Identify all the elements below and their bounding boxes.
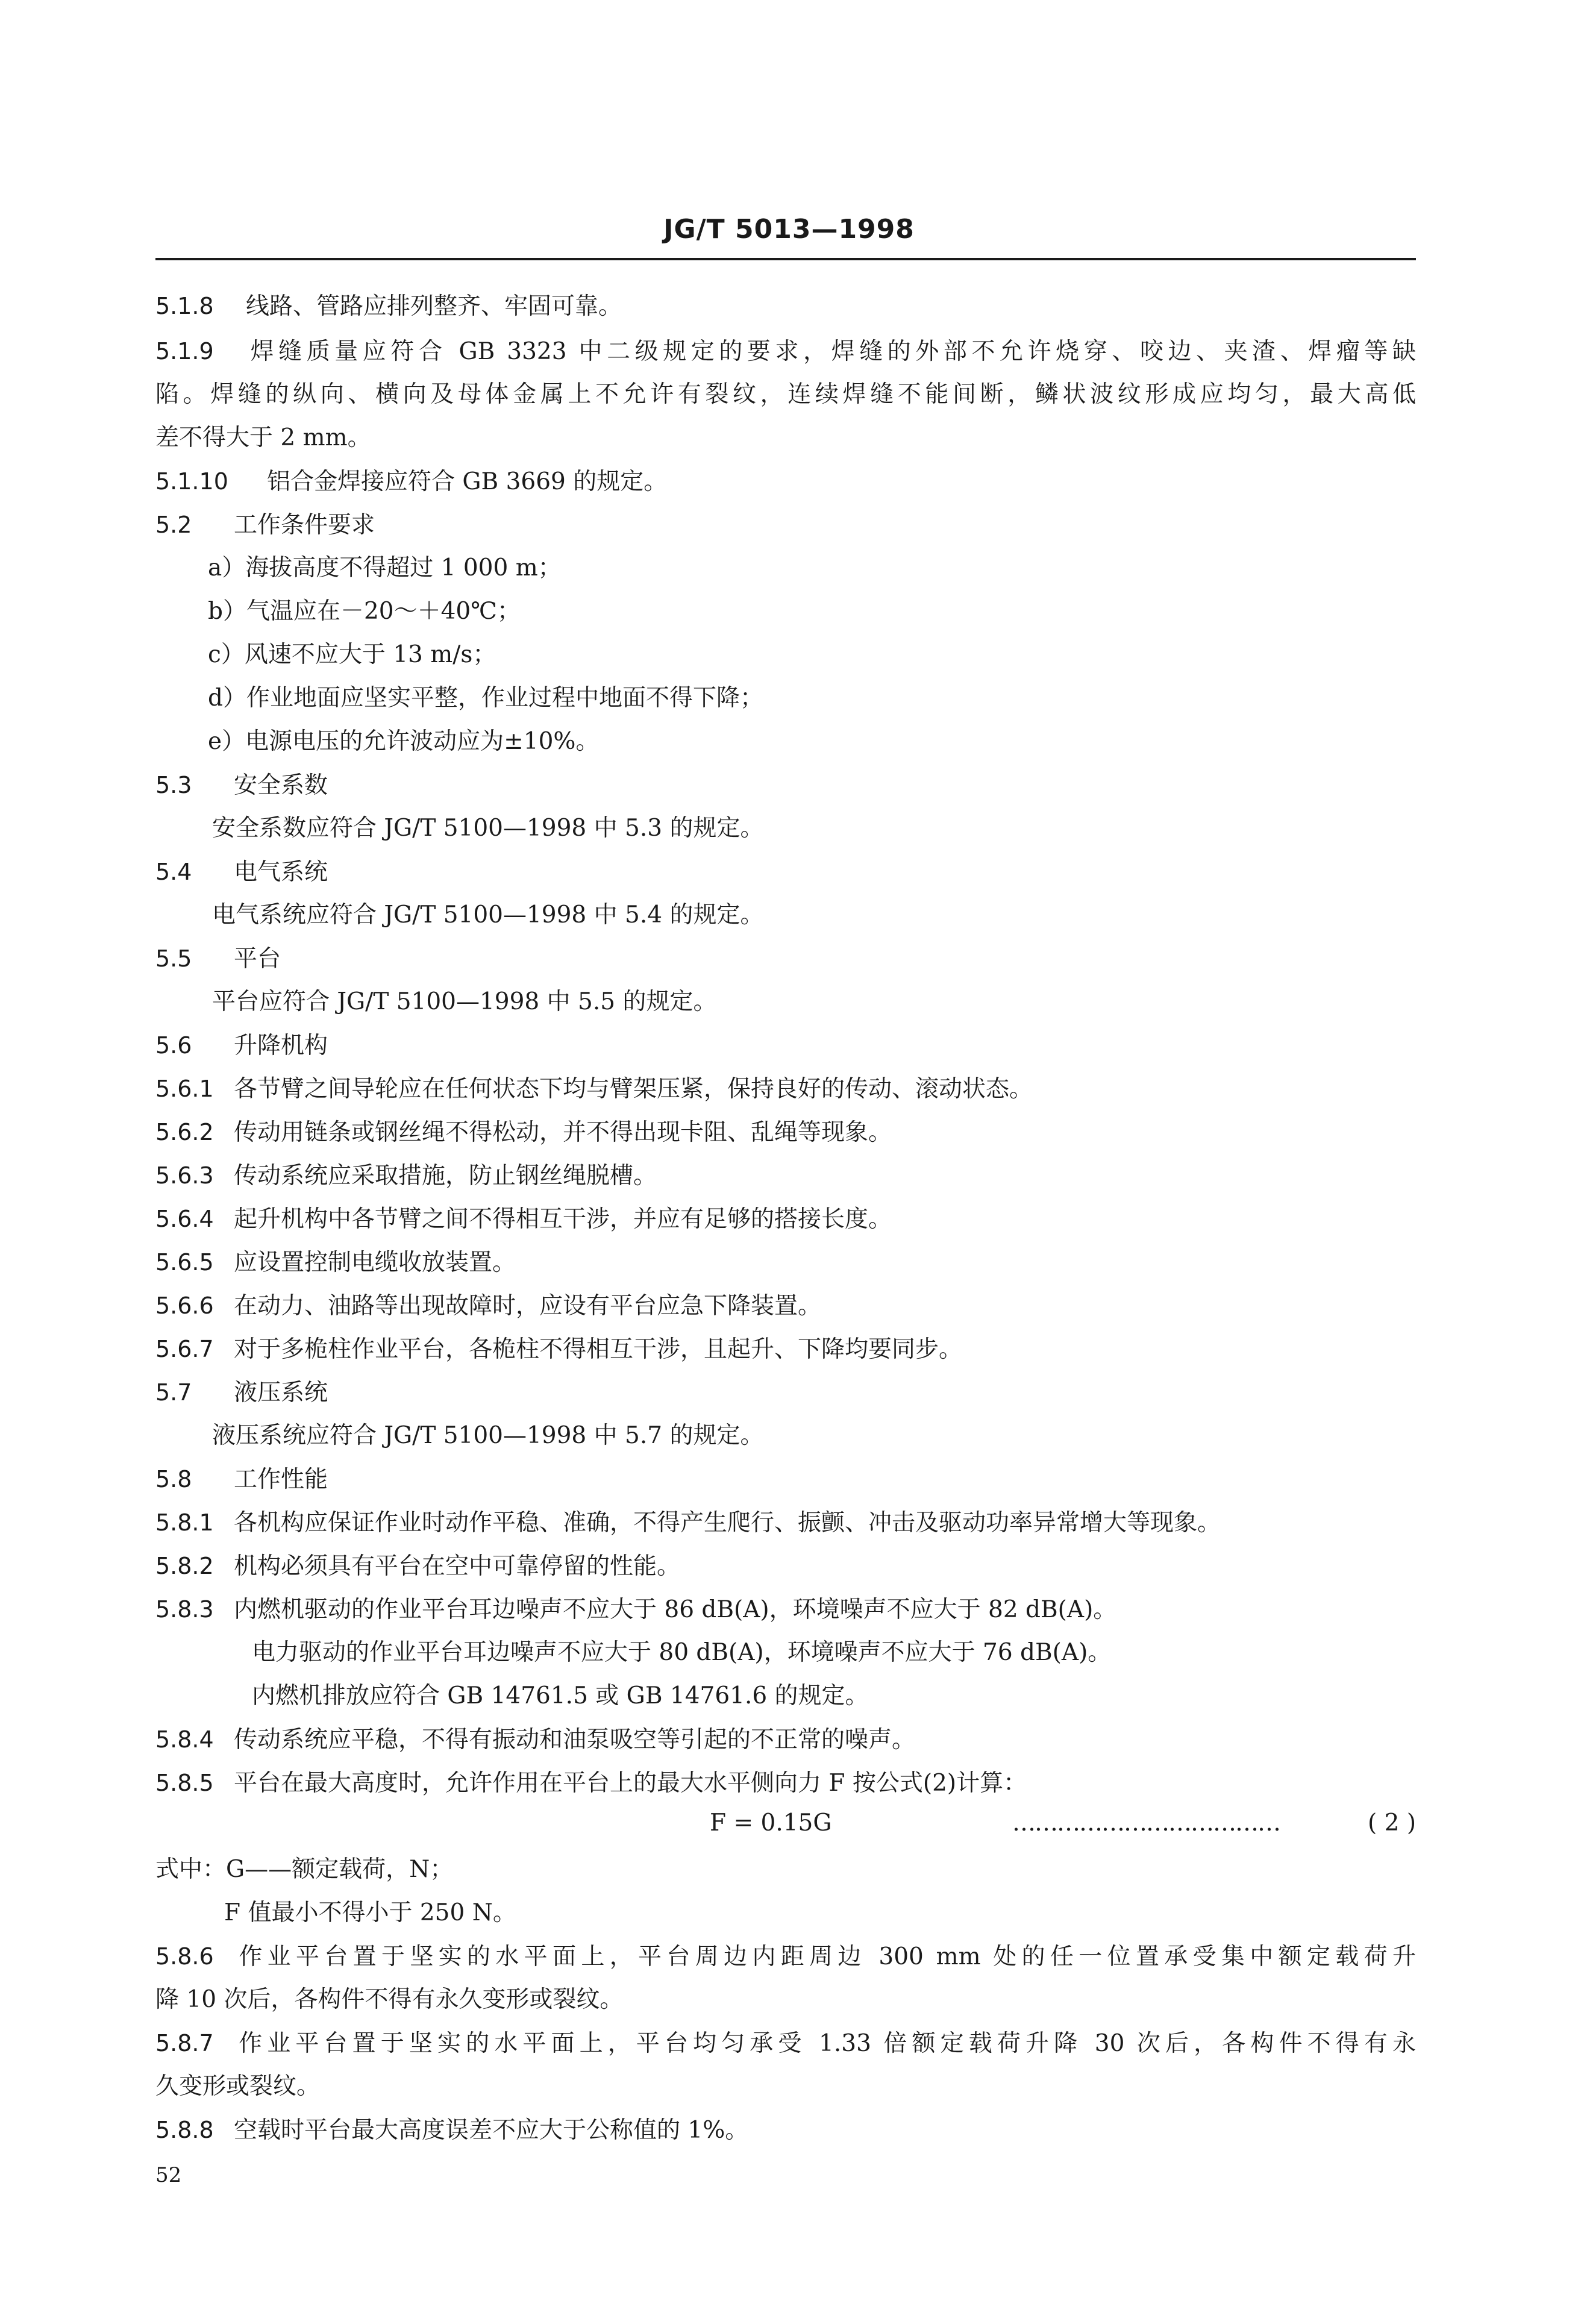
formula-label: ( 2 ) bbox=[1368, 1809, 1417, 1837]
clause-5-8-6-cont: 降 10 次后，各构件不得有永久变形或裂纹。 bbox=[155, 1986, 624, 2013]
clause-5-8-2: 5.8.2 机构必须具有平台在空中可靠停留的性能。 bbox=[155, 1553, 681, 1580]
clause-5-8-5: 5.8.5 平台在最大高度时，允许作用在平台上的最大水平侧向力 F 按公式(2)计算： bbox=[155, 1770, 1027, 1797]
clause-5-8-7-cont: 久变形或裂纹。 bbox=[155, 2073, 321, 2100]
formula-where-f: F 值最小不得小于 250 N。 bbox=[224, 1899, 516, 1926]
header-rule bbox=[155, 258, 1416, 260]
clause-5-1-9: 5.1.9 焊缝质量应符合 GB 3323 中二级规定的要求，焊缝的外部不允许烧穿、咬边、夹渣、焊瘤等缺 bbox=[155, 338, 1416, 365]
section-5-7-text: 液压系统应符合 JG/T 5100—1998 中 5.7 的规定。 bbox=[212, 1422, 764, 1449]
page-number: 52 bbox=[155, 2163, 182, 2187]
clause-5-1-9-cont: 陷。焊缝的纵向、横向及母体金属上不允许有裂纹，连续焊缝不能间断，鳞状波纹形成应均匀，最大高低 bbox=[155, 381, 1416, 408]
section-5-4-text: 电气系统应符合 JG/T 5100—1998 中 5.4 的规定。 bbox=[212, 901, 764, 929]
clause-5-6-2: 5.6.2 传动用链条或钢丝绳不得松动，并不得出现卡阻、乱绳等现象。 bbox=[155, 1119, 892, 1146]
clause-5-8-3: 5.8.3 内燃机驱动的作业平台耳边噪声不应大于 86 dB(A)，环境噪声不应大于 82 dB(A)。 bbox=[155, 1596, 1117, 1623]
condition-a: a）海拔高度不得超过 1 000 m； bbox=[208, 554, 562, 581]
clause-5-8-4: 5.8.4 传动系统应平稳，不得有振动和油泵吸空等引起的不正常的噪声。 bbox=[155, 1726, 916, 1753]
standard-header: JG/T 5013—1998 bbox=[663, 214, 915, 245]
section-5-5-text: 平台应符合 JG/T 5100—1998 中 5.5 的规定。 bbox=[212, 988, 717, 1015]
clause-5-8-7: 5.8.7 作业平台置于坚实的水平面上，平台均匀承受 1.33 倍额定载荷升降 30 次后，各构件不得有永 bbox=[155, 2030, 1416, 2057]
section-5-7: 5.7 液压系统 bbox=[155, 1379, 328, 1406]
clause-5-6-3: 5.6.3 传动系统应采取措施，防止钢丝绳脱槽。 bbox=[155, 1162, 657, 1189]
section-5-5: 5.5 平台 bbox=[155, 945, 281, 973]
clause-5-6-5: 5.6.5 应设置控制电缆收放装置。 bbox=[155, 1249, 516, 1276]
clause-5-1-10: 5.1.10 铝合金焊接应符合 GB 3669 的规定。 bbox=[155, 468, 668, 495]
formula-leader: ……………………………… bbox=[1012, 1809, 1280, 1837]
formula-where-g: 式中：G——额定载荷，N； bbox=[155, 1856, 454, 1883]
clause-5-8-8: 5.8.8 空载时平台最大高度误差不应大于公称值的 1%。 bbox=[155, 2117, 749, 2144]
condition-e: e）电源电压的允许波动应为±10%。 bbox=[208, 728, 600, 755]
clause-5-8-1: 5.8.1 各机构应保证作业时动作平稳、准确，不得产生爬行、振颤、冲击及驱动功率异常增大等现象。 bbox=[155, 1509, 1221, 1536]
clause-5-6-4: 5.6.4 起升机构中各节臂之间不得相互干涉，并应有足够的搭接长度。 bbox=[155, 1206, 892, 1233]
clause-5-8-6: 5.8.6 作业平台置于坚实的水平面上，平台周边内距周边 300 mm 处的任一位置承受集中额定载荷升 bbox=[155, 1943, 1416, 1970]
condition-b: b）气温应在－20～＋40℃； bbox=[208, 598, 521, 625]
section-5-3-text: 安全系数应符合 JG/T 5100—1998 中 5.3 的规定。 bbox=[212, 815, 764, 842]
formula-expression: F = 0.15G bbox=[710, 1809, 832, 1837]
condition-c: c）风速不应大于 13 m/s； bbox=[208, 641, 496, 668]
section-5-4: 5.4 电气系统 bbox=[155, 859, 328, 886]
section-5-3: 5.3 安全系数 bbox=[155, 772, 328, 799]
clause-5-8-3-electric: 电力驱动的作业平台耳边噪声不应大于 80 dB(A)，环境噪声不应大于 76 dB(A)。 bbox=[252, 1639, 1112, 1666]
clause-5-6-1: 5.6.1 各节臂之间导轮应在任何状态下均与臂架压紧，保持良好的传动、滚动状态。 bbox=[155, 1076, 1033, 1103]
section-5-6: 5.6 升降机构 bbox=[155, 1032, 328, 1059]
condition-d: d）作业地面应坚实平整，作业过程中地面不得下降； bbox=[208, 684, 763, 712]
clause-5-1-8: 5.1.8 线路、管路应排列整齐、牢固可靠。 bbox=[155, 293, 622, 320]
section-5-8: 5.8 工作性能 bbox=[155, 1466, 328, 1493]
clause-5-8-3-emission: 内燃机排放应符合 GB 14761.5 或 GB 14761.6 的规定。 bbox=[252, 1682, 869, 1709]
clause-5-6-7: 5.6.7 对于多桅柱作业平台，各桅柱不得相互干涉，且起升、下降均要同步。 bbox=[155, 1336, 963, 1363]
section-5-2: 5.2 工作条件要求 bbox=[155, 512, 375, 539]
clause-5-1-9-cont2: 差不得大于 2 mm。 bbox=[155, 424, 371, 451]
clause-5-6-6: 5.6.6 在动力、油路等出现故障时，应设有平台应急下降装置。 bbox=[155, 1292, 822, 1320]
